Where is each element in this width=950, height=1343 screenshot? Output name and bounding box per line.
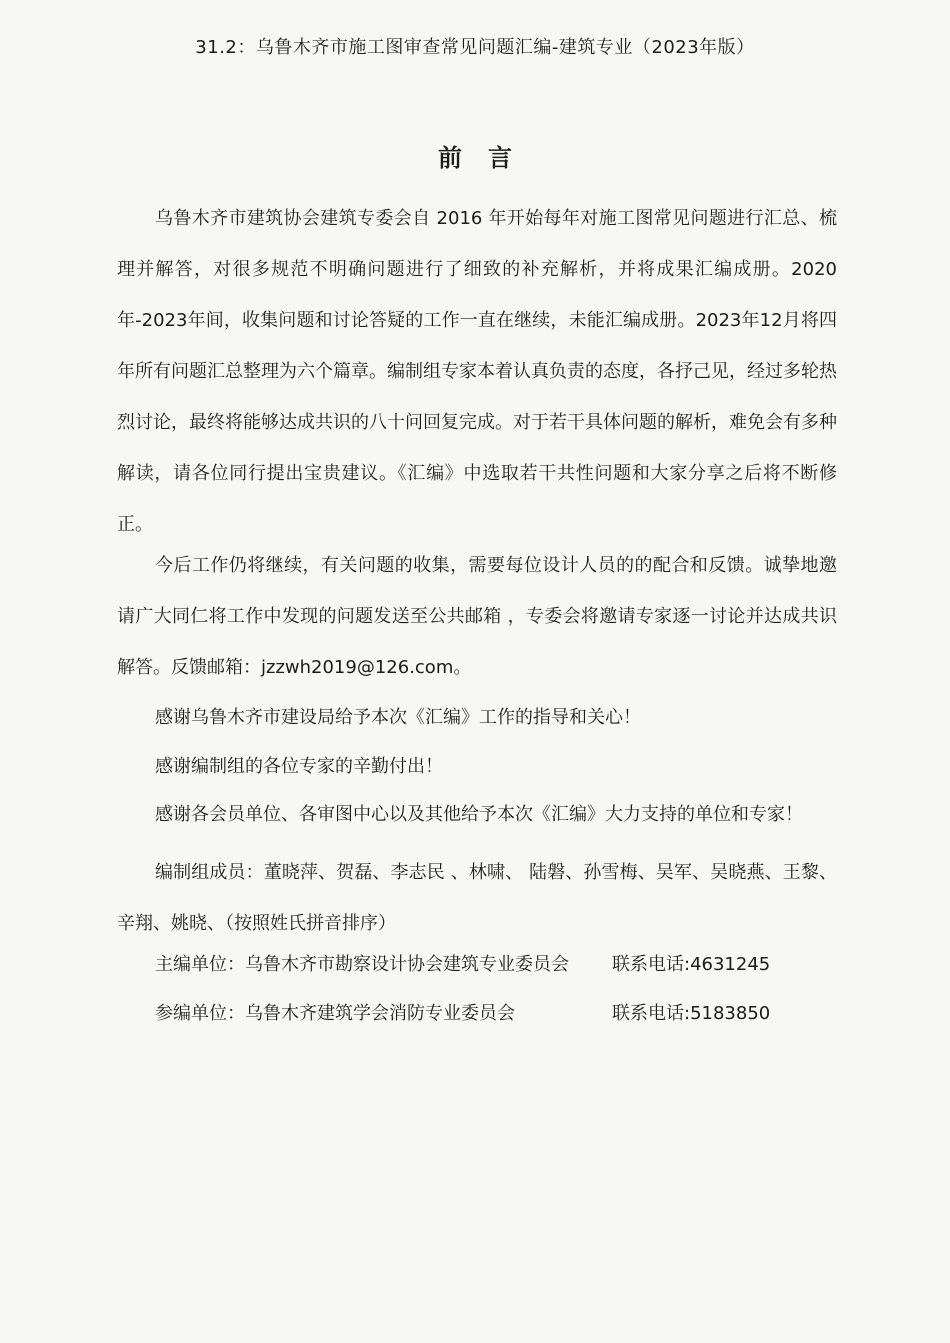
- editorial-members: 编制组成员：董晓萍、贺磊、李志民 、林啸、 陆磐、孙雪梅、吴军、吴晓燕、王黎、辛翔、姚晓、（按照姓氏拼音排序）: [117, 862, 837, 934]
- chief-editor-phone: 联系电话:4631245: [612, 954, 771, 975]
- thanks-line-2: 感谢编制组的各位专家的辛勤付出！: [155, 756, 443, 777]
- co-editor-unit: 参编单位：乌鲁木齐建筑学会消防专业委员会: [155, 1003, 515, 1024]
- thanks-line-3: 感谢各会员单位、各审图中心以及其他给予本次《汇编》大力支持的单位和专家！: [155, 804, 803, 825]
- page-title: 前言: [438, 144, 538, 172]
- thanks-line-1: 感谢乌鲁木齐市建设局给予本次《汇编》工作的指导和关心！: [155, 707, 641, 728]
- page-header: 31.2：乌鲁木齐市施工图审查常见问题汇编-建筑专业（2023年版）: [195, 37, 755, 58]
- co-editor-phone: 联系电话:5183850: [612, 1003, 771, 1024]
- paragraph-2: [117, 540, 837, 693]
- paragraph-text: 今后工作仍将继续，有关问题的收集，需要每位设计人员的的配合和反馈。诚挚地邀请广大同仁将工作中发现的问题发送至公共邮箱 ，专委会将邀请专家逐一讨论并达成共识解答。反馈邮箱：jzzwh2019@126.com。: [117, 555, 837, 678]
- chief-editor-unit: 主编单位：乌鲁木齐市勘察设计协会建筑专业委员会: [155, 954, 569, 975]
- paragraph-text: 乌鲁木齐市建筑协会建筑专委会自 2016 年开始每年对施工图常见问题进行汇总、梳理并解答，对很多规范不明确问题进行了细致的补充解析，并将成果汇编成册。2020年-2023年间，收集问题和讨论答疑的工作一直在继续，未能汇编成册。2023年12月将四年所有问题汇总整理为六个篇章。编制组专家本着认真负责的态度，各抒己见，经过多轮热烈讨论，最终将能够达成共识的八十问回复完成。对于若干具体问题的解析，难免会有多种解读，请各位同行提出宝贵建议。《汇编》中选取若干共性问题和大家分享之后将不断修正。: [117, 208, 837, 535]
- paragraph-1: [117, 193, 837, 550]
